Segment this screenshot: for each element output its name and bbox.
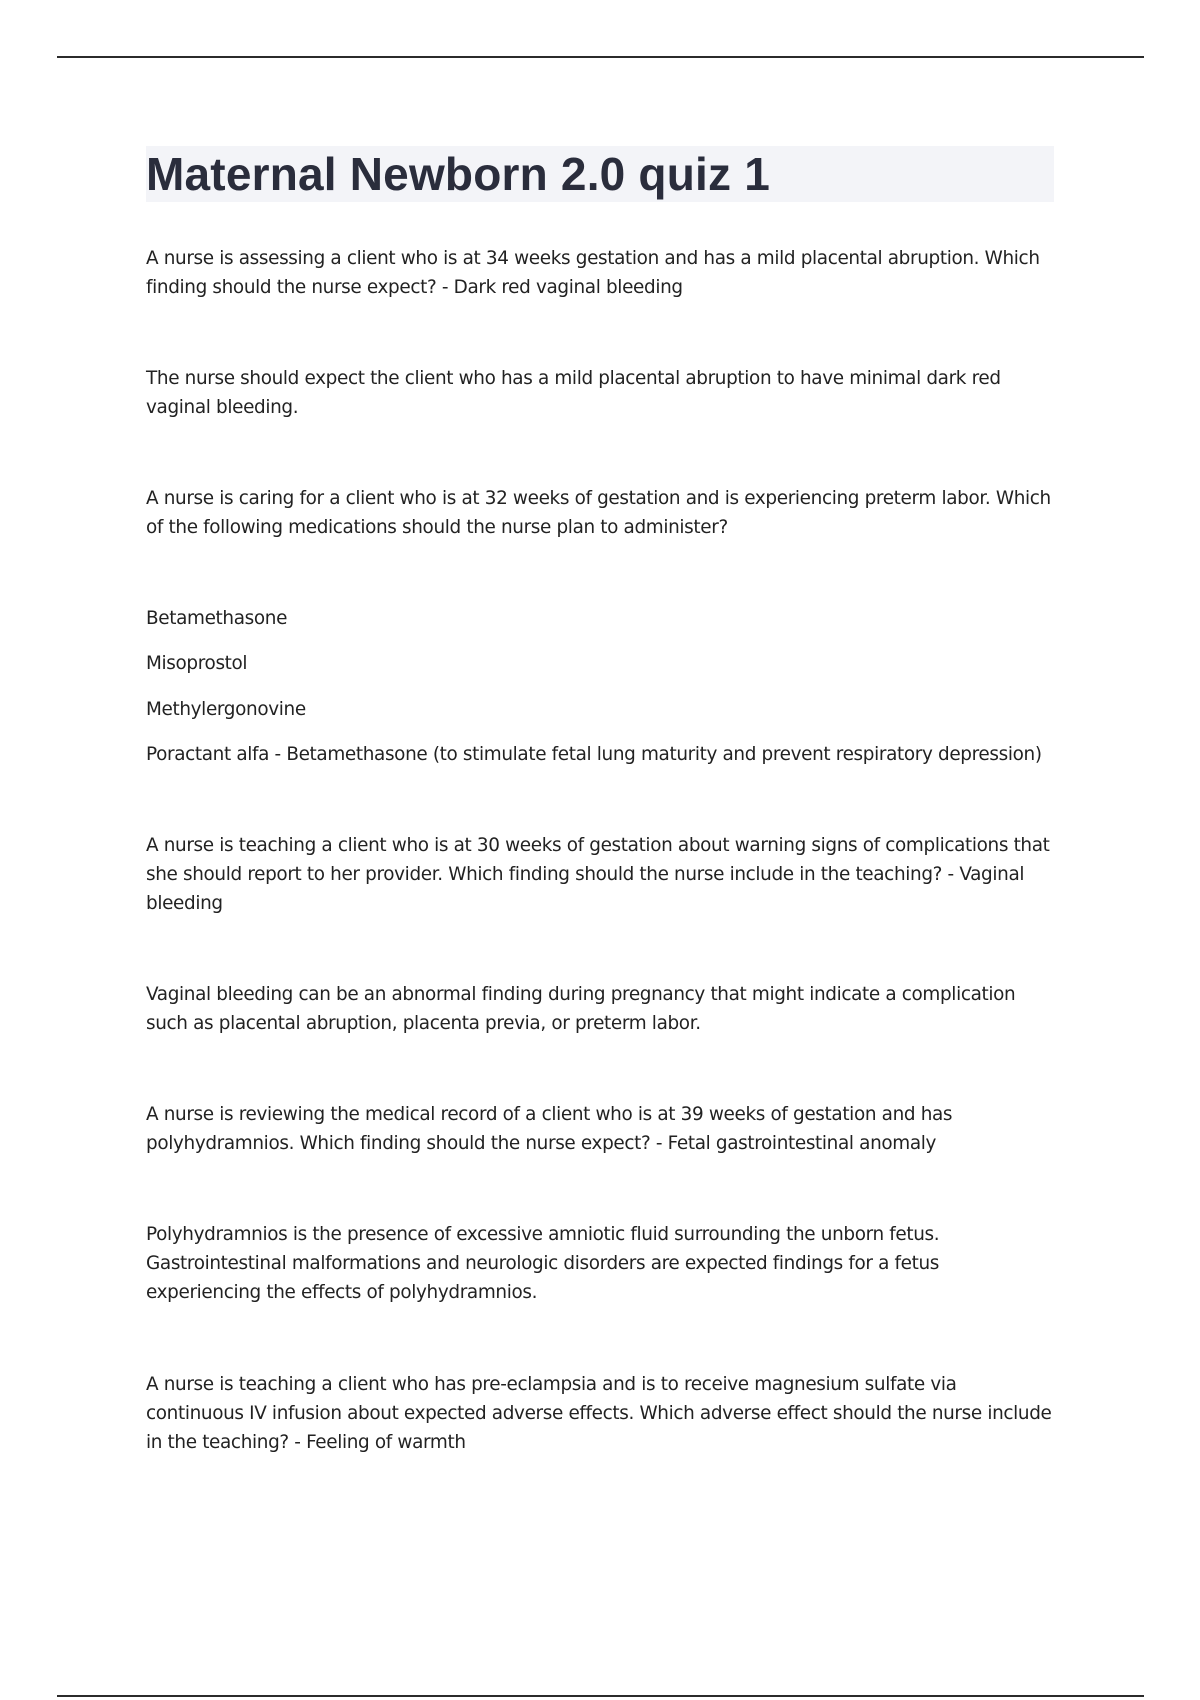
option-2 xyxy=(146,649,1056,678)
document-page xyxy=(146,146,1056,1453)
paragraph: A nurse is caring for a client who is at 32 weeks of gestation and is experiencing preterm labor. Which of the following medications should the nurse plan to administer? xyxy=(146,488,1051,538)
paragraph: A nurse is reviewing the medical record of a client who is at 39 weeks of gestation and has polyhydramnios. Which finding should the nurse expect? - Fetal gastrointestinal anomaly xyxy=(146,1104,953,1154)
question-2 xyxy=(146,484,1056,542)
paragraph: A nurse is assessing a client who is at 34 weeks gestation and has a mild placental abruption. Which finding should the nurse expect? - Dark red vaginal bleeding xyxy=(146,248,1040,298)
question-5 xyxy=(146,1370,1056,1457)
question-3 xyxy=(146,831,1056,918)
option-1 xyxy=(146,604,1056,633)
paragraph: The nurse should expect the client who has a mild placental abruption to have minimal dark red vaginal bleeding. xyxy=(146,368,1001,418)
question-1 xyxy=(146,244,1056,302)
paragraph: A nurse is teaching a client who is at 30 weeks of gestation about warning signs of complications that she should report to her provider. Which finding should the nurse include in the teaching? - Vaginal bleeding xyxy=(146,835,1050,914)
option-4 xyxy=(146,740,1056,769)
answer-option: Poractant alfa - Betamethasone (to stimulate fetal lung maturity and prevent respiratory depression) xyxy=(146,744,1042,765)
page-title: Maternal Newborn 2.0 quiz 1 xyxy=(146,148,770,200)
rationale-3 xyxy=(146,980,1056,1038)
answer-option: Methylergonovine xyxy=(146,699,306,720)
answer-option: Misoprostol xyxy=(146,653,248,674)
rationale-4 xyxy=(146,1220,1056,1307)
top-rule xyxy=(57,56,1144,58)
option-3 xyxy=(146,695,1056,724)
paragraph: Vaginal bleeding can be an abnormal finding during pregnancy that might indicate a complication such as placental abruption, placenta previa, or preterm labor. xyxy=(146,984,1016,1034)
question-4 xyxy=(146,1100,1056,1158)
rationale-1 xyxy=(146,364,1056,422)
answer-option: Betamethasone xyxy=(146,608,288,629)
bottom-rule xyxy=(57,1695,1144,1697)
paragraph: Polyhydramnios is the presence of excessive amniotic fluid surrounding the unborn fetus. Gastrointestinal malformations and neurologic disorders are expected findings for a fetus experiencing the effects of polyhydramnios. xyxy=(146,1224,940,1303)
title-banner xyxy=(146,146,1054,202)
paragraph: A nurse is teaching a client who has pre-eclampsia and is to receive magnesium sulfate via continuous IV infusion about expected adverse effects. Which adverse effect should the nurse include in the teaching? - Feeling of warmth xyxy=(146,1374,1052,1453)
